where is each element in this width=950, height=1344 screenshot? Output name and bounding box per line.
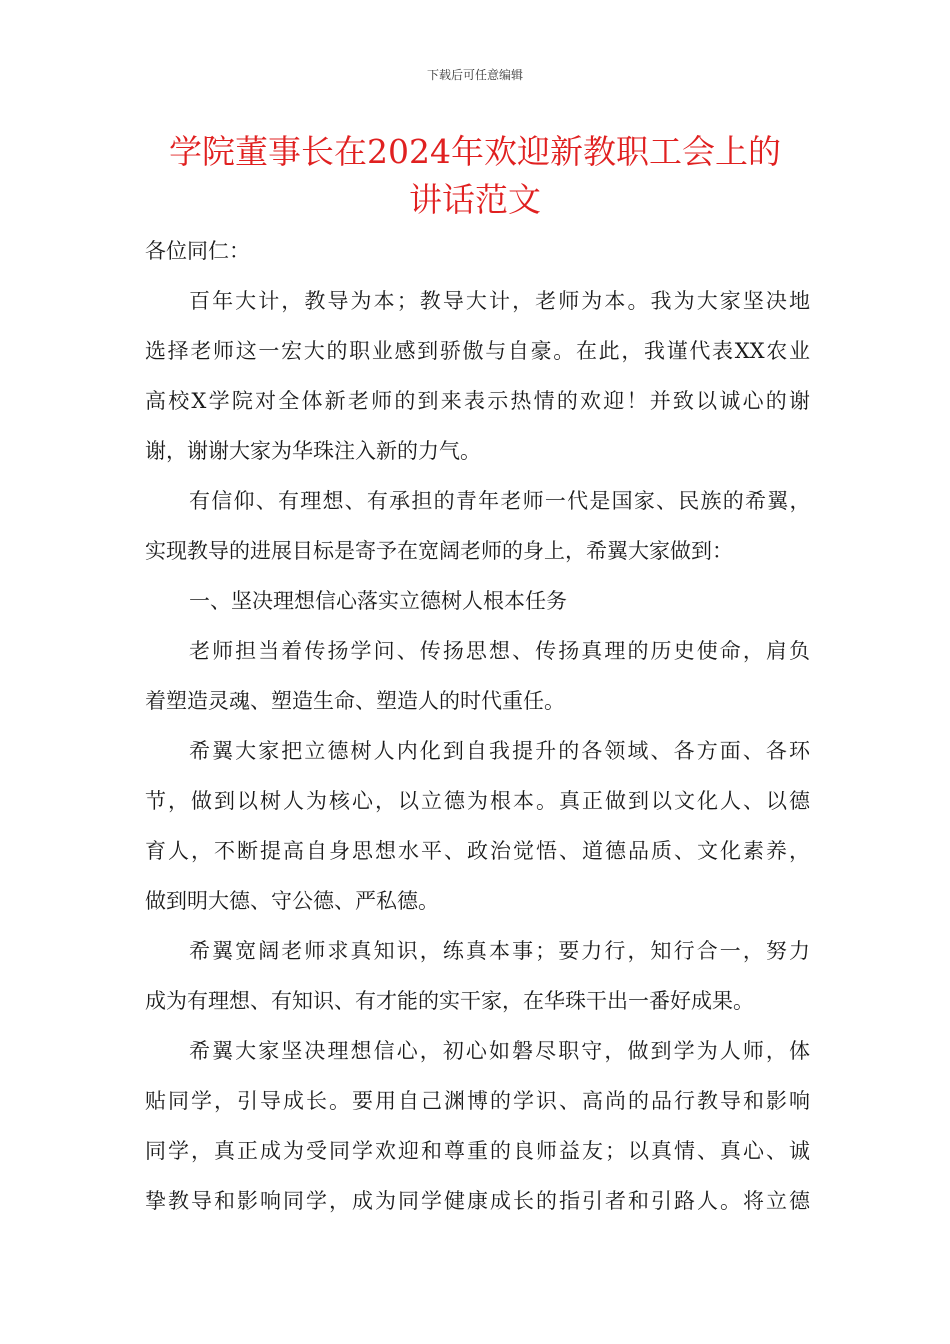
paragraph-line: 高校X学院对全体新老师的到来表示热情的欢迎！并致以诚心的谢 xyxy=(145,389,810,413)
paragraph-4 xyxy=(145,726,810,926)
paragraph-3 xyxy=(145,626,810,726)
paragraph-line: 选择老师这一宏大的职业感到骄傲与自豪。在此，我谨代表XX农业 xyxy=(145,339,810,363)
paragraph-line: 着塑造灵魂、塑造生命、塑造人的时代重任。 xyxy=(145,689,565,713)
paragraph-line: 百年大计，教导为本；教导大计，老师为本。我为大家坚决地 xyxy=(189,289,810,313)
paragraph-line: 谢，谢谢大家为华珠注入新的力气。 xyxy=(145,439,481,463)
paragraph-line: 成为有理想、有知识、有才能的实干家，在华珠干出一番好成果。 xyxy=(145,989,754,1013)
paragraph-line: 有信仰、有理想、有承担的青年老师一代是国家、民族的希翼， xyxy=(189,489,810,513)
section-heading-1 xyxy=(145,576,810,626)
paragraph-line: 老师担当着传扬学问、传扬思想、传扬真理的历史使命，肩负 xyxy=(189,639,810,663)
paragraph-line: 贴同学，引导成长。要用自己渊博的学识、高尚的品行教导和影响 xyxy=(145,1089,810,1113)
paragraph-5 xyxy=(145,926,810,1026)
page-header: 下载后可任意编辑 xyxy=(426,68,523,82)
document-title xyxy=(90,128,860,224)
paragraph-6 xyxy=(145,1026,810,1226)
paragraph-line: 节，做到以树人为核心，以立德为根本。真正做到以文化人、以德 xyxy=(145,789,810,813)
paragraph-2 xyxy=(145,476,810,576)
paragraph-line: 做到明大德、守公德、严私德。 xyxy=(145,889,439,913)
paragraph-line: 希翼大家坚决理想信心，初心如磐尽职守，做到学为人师，体 xyxy=(189,1039,810,1063)
paragraph-1 xyxy=(145,276,810,476)
paragraph-line: 挚教导和影响同学，成为同学健康成长的指引者和引路人。将立德 xyxy=(145,1189,810,1213)
paragraph-line: 希翼大家把立德树人内化到自我提升的各领域、各方面、各环 xyxy=(189,739,810,763)
paragraph-line: 实现教导的进展目标是寄予在宽阔老师的身上，希翼大家做到： xyxy=(145,539,733,563)
document-body xyxy=(145,226,810,1226)
paragraph-line: 希翼宽阔老师求真知识，练真本事；要力行，知行合一，努力 xyxy=(189,939,810,963)
paragraph-line: 同学，真正成为受同学欢迎和尊重的良师益友；以真情、真心、诚 xyxy=(145,1139,810,1163)
title-line-2: 讲话范文 xyxy=(409,180,541,219)
paragraph-line: 育人，不断提高自身思想水平、政治觉悟、道德品质、文化素养， xyxy=(145,839,810,863)
salutation: 各位同仁： xyxy=(145,239,250,263)
title-line-1: 学院董事长在2024年欢迎新教职工会上的 xyxy=(169,132,781,171)
section-heading-text: 一、坚决理想信心落实立德树人根本任务 xyxy=(189,589,567,613)
